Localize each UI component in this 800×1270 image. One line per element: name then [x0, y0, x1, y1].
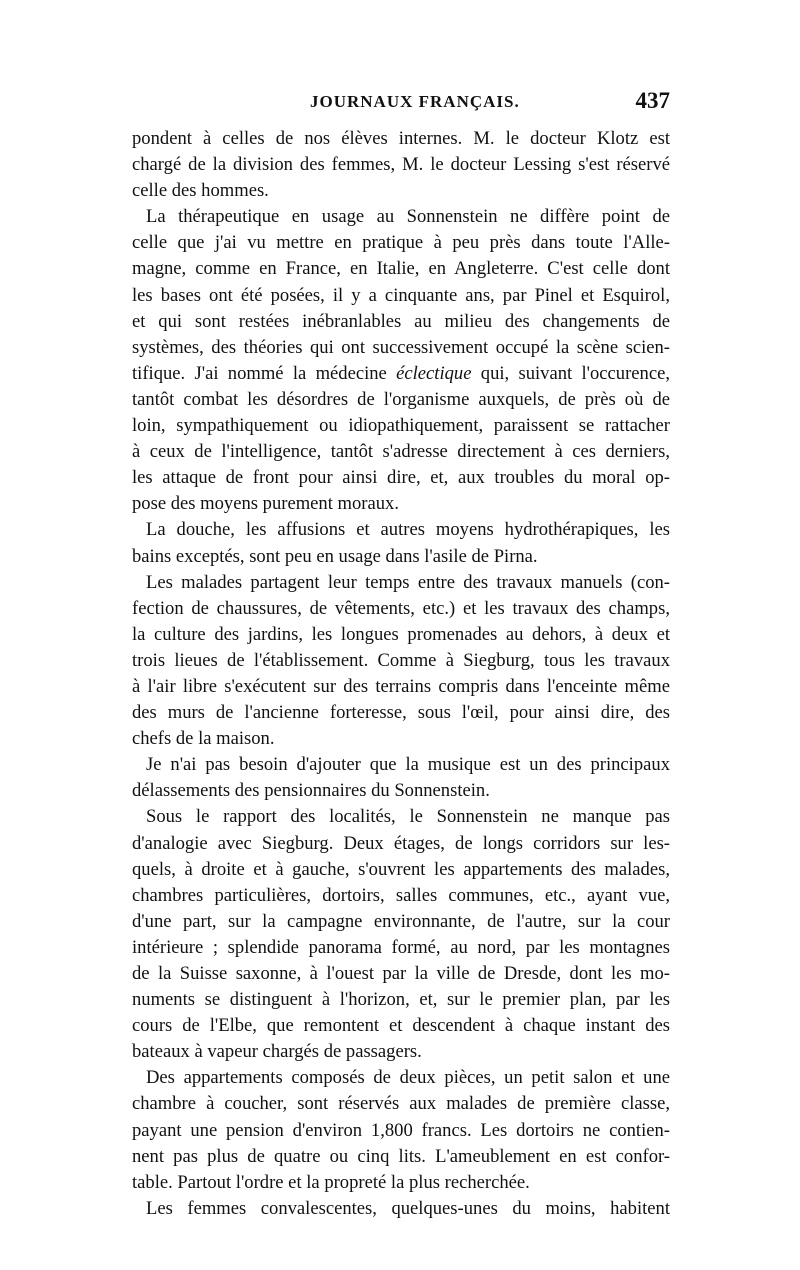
text-line: magne, comme en France, en Italie, en Angleterre. C'est celle dont	[132, 258, 670, 280]
text-line: quels, à droite et à gauche, s'ouvrent les appartements des malades,	[132, 858, 670, 880]
text-line: chambres particulières, dortoirs, salles communes, etc., ayant vue,	[132, 884, 670, 906]
text-line: tantôt combat les désordres de l'organisme auxquels, de près où de	[132, 388, 670, 410]
text-line: d'analogie avec Siegburg. Deux étages, de longs corridors sur les-	[132, 832, 670, 854]
text-line: délassements des pensionnaires du Sonnenstein.	[132, 780, 490, 802]
text-line: Je n'ai pas besoin d'ajouter que la musique est un des principaux	[146, 754, 670, 776]
text-line: payant une pension d'environ 1,800 francs. Les dortoirs ne contien-	[132, 1119, 670, 1141]
text-line: La thérapeutique en usage au Sonnenstein ne diffère point de	[146, 206, 670, 228]
text-line: Sous le rapport des localités, le Sonnenstein ne manque pas	[146, 806, 670, 828]
text-line: intérieure ; splendide panorama formé, au nord, par les montagnes	[132, 936, 670, 958]
text-line: chefs de la maison.	[132, 728, 275, 750]
text-line: cours de l'Elbe, que remontent et descendent à chaque instant des	[132, 1015, 670, 1037]
text-line: systèmes, des théories qui ont successivement occupé la scène scien-	[132, 336, 670, 358]
text-line: bateaux à vapeur chargés de passagers.	[132, 1041, 422, 1063]
text-line: des murs de l'ancienne forteresse, sous l'œil, pour ainsi dire, des	[132, 702, 670, 724]
text-line: La douche, les affusions et autres moyens hydrothérapiques, les	[146, 519, 670, 541]
text-line: pondent à celles de nos élèves internes. M. le docteur Klotz est	[132, 128, 670, 149]
text-line: numents se distinguent à l'horizon, et, sur le premier plan, par les	[132, 989, 670, 1011]
text-line: loin, sympathiquement ou idiopathiquement, paraissent se rattacher	[132, 415, 670, 437]
text-line: Les malades partagent leur temps entre des travaux manuels (con-	[146, 571, 670, 593]
page-number: 437	[635, 88, 670, 113]
text-line: nent pas plus de quatre ou cinq lits. L'ameublement en est confor-	[132, 1145, 670, 1167]
text-line: table. Partout l'ordre et la propreté la plus recherchée.	[132, 1171, 530, 1193]
text-line: celle que j'ai vu mettre en pratique à peu près dans toute l'Alle-	[132, 232, 670, 254]
text-line: la culture des jardins, les longues promenades au dehors, à deux et	[132, 623, 670, 645]
text-line: à l'air libre s'exécutent sur des terrains compris dans l'enceinte même	[132, 675, 670, 697]
text-line: tifique. J'ai nommé la médecine éclectique qui, suivant l'occurence,	[132, 362, 670, 384]
text-line: chargé de la division des femmes, M. le docteur Lessing s'est réservé	[132, 154, 670, 176]
text-line: les bases ont été posées, il y a cinquante ans, par Pinel et Esquirol,	[132, 284, 670, 306]
text-line: d'une part, sur la campagne environnante, de l'autre, sur la cour	[132, 910, 670, 932]
text-line: de la Suisse saxonne, à l'ouest par la ville de Dresde, dont les mo-	[132, 963, 670, 984]
text-line: trois lieues de l'établissement. Comme à Siegburg, tous les travaux	[132, 649, 670, 671]
running-head: JOURNAUX FRANÇAIS.	[310, 92, 520, 111]
italic-term: éclectique	[396, 362, 472, 384]
text-line: les attaque de front pour ainsi dire, et, aux troubles du moral op-	[132, 467, 670, 489]
text-line: fection de chaussures, de vêtements, etc.) et les travaux des champs,	[132, 597, 670, 619]
page-header	[132, 88, 670, 122]
text-line: et qui sont restées inébranlables au milieu des changements de	[132, 310, 670, 332]
text-line: chambre à coucher, sont réservés aux malades de première classe,	[132, 1093, 670, 1115]
body-text	[132, 126, 670, 1222]
text-line: Des appartements composés de deux pièces, un petit salon et une	[146, 1067, 670, 1089]
text-line: à ceux de l'intelligence, tantôt s'adresse directement à ces derniers,	[132, 441, 670, 463]
text-line: celle des hommes.	[132, 180, 269, 202]
text-line: bains exceptés, sont peu en usage dans l'asile de Pirna.	[132, 545, 538, 567]
text-line: pose des moyens purement moraux.	[132, 493, 399, 515]
text-line: Les femmes convalescentes, quelques-unes du moins, habitent	[146, 1197, 670, 1219]
